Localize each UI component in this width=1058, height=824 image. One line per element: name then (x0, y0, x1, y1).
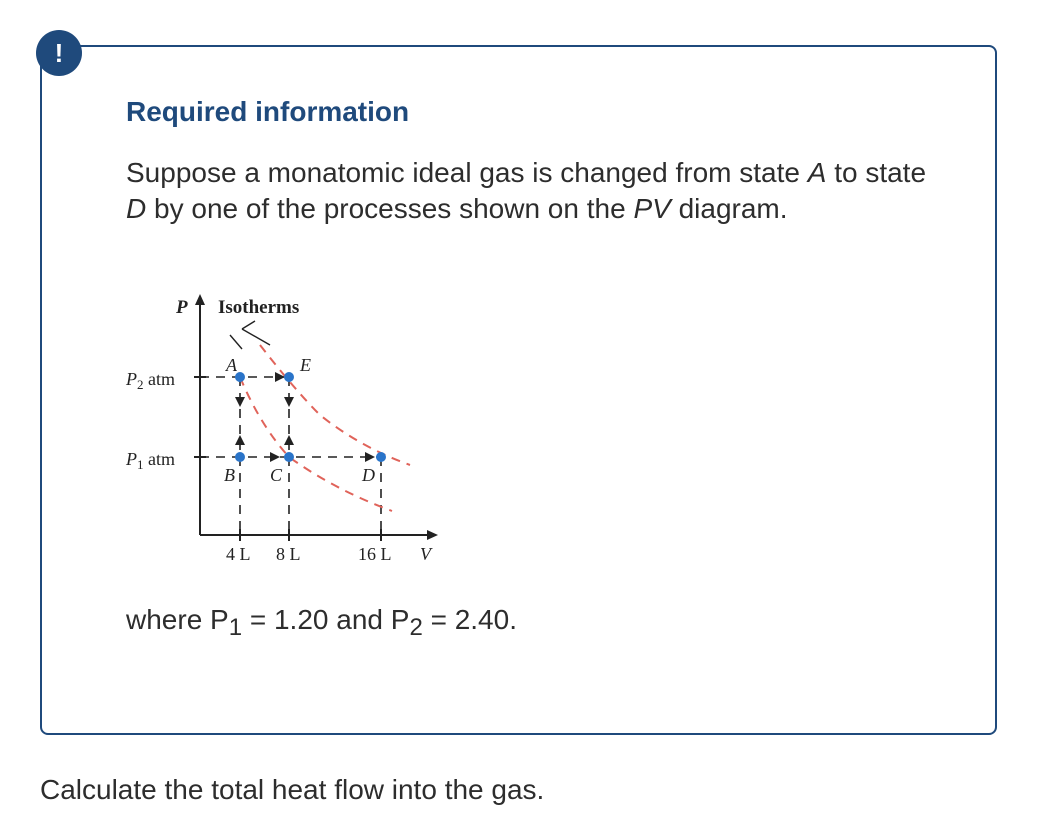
isotherm-pointer-3 (242, 321, 255, 329)
point-b (235, 452, 245, 462)
p-axis-arrow (195, 294, 205, 305)
arrow-b-to-c (270, 452, 280, 462)
problem-intro (126, 155, 946, 227)
arrow-c-to-d (365, 452, 375, 462)
p2-value-subscript: 2 (409, 614, 423, 641)
isotherm-pointer-1 (230, 335, 242, 349)
p1-value-text: = 1.20 and P (242, 604, 410, 635)
p2-value-text: = 2.40. (422, 604, 517, 635)
point-c-label: C (270, 465, 283, 485)
intro-text-2: to state (826, 157, 927, 188)
isotherms-label: Isotherms (218, 297, 300, 318)
arrow-e-to-c (284, 397, 294, 407)
isotherm-lower (240, 377, 392, 511)
alert-icon (36, 30, 82, 76)
tick-label-4l: 4 L (226, 544, 251, 564)
state-d-label: D (126, 193, 147, 224)
intro-text-4: diagram. (670, 193, 788, 224)
p2-subscript: 2 (137, 377, 144, 392)
v-axis-label: V (420, 544, 431, 564)
pv-diagram (120, 285, 450, 575)
isotherm-upper (260, 345, 410, 465)
isotherm-pointer-2 (242, 329, 270, 345)
pv-label: PV (633, 193, 671, 224)
state-a-label: A (807, 157, 827, 188)
tick-label-8l: 8 L (276, 544, 301, 564)
p-axis-label: P (176, 297, 188, 318)
arrow-b-up (235, 435, 245, 445)
p1-label (125, 449, 175, 472)
arrow-c-up (284, 435, 294, 445)
p1-subscript: 1 (137, 457, 144, 472)
p1-value-subscript: 1 (228, 614, 243, 641)
intro-text-1: Suppose a monatomic ideal gas is changed from state (126, 157, 808, 188)
where-text: where P (126, 604, 229, 635)
p1-symbol: P (126, 449, 137, 469)
point-a-label: A (226, 355, 237, 375)
p1-unit: atm (143, 449, 175, 469)
v-axis-arrow (427, 530, 438, 540)
point-b-label: B (224, 465, 235, 485)
arrow-a-to-b (235, 397, 245, 407)
required-info-heading: Required information (126, 96, 410, 127)
p2-symbol: P (126, 369, 137, 389)
intro-text-3: by one of the processes shown on the (146, 193, 634, 224)
point-d-label: D (362, 465, 375, 485)
point-e (284, 372, 294, 382)
tick-label-16l: 16 L (358, 544, 392, 564)
point-c (284, 452, 294, 462)
question-text: Calculate the total heat flow into the gas. (40, 774, 545, 805)
p2-label (125, 369, 175, 392)
alert-symbol: ! (54, 37, 64, 68)
given-values (126, 604, 517, 642)
point-d (376, 452, 386, 462)
p2-unit: atm (143, 369, 175, 389)
point-e-label: E (300, 355, 311, 375)
